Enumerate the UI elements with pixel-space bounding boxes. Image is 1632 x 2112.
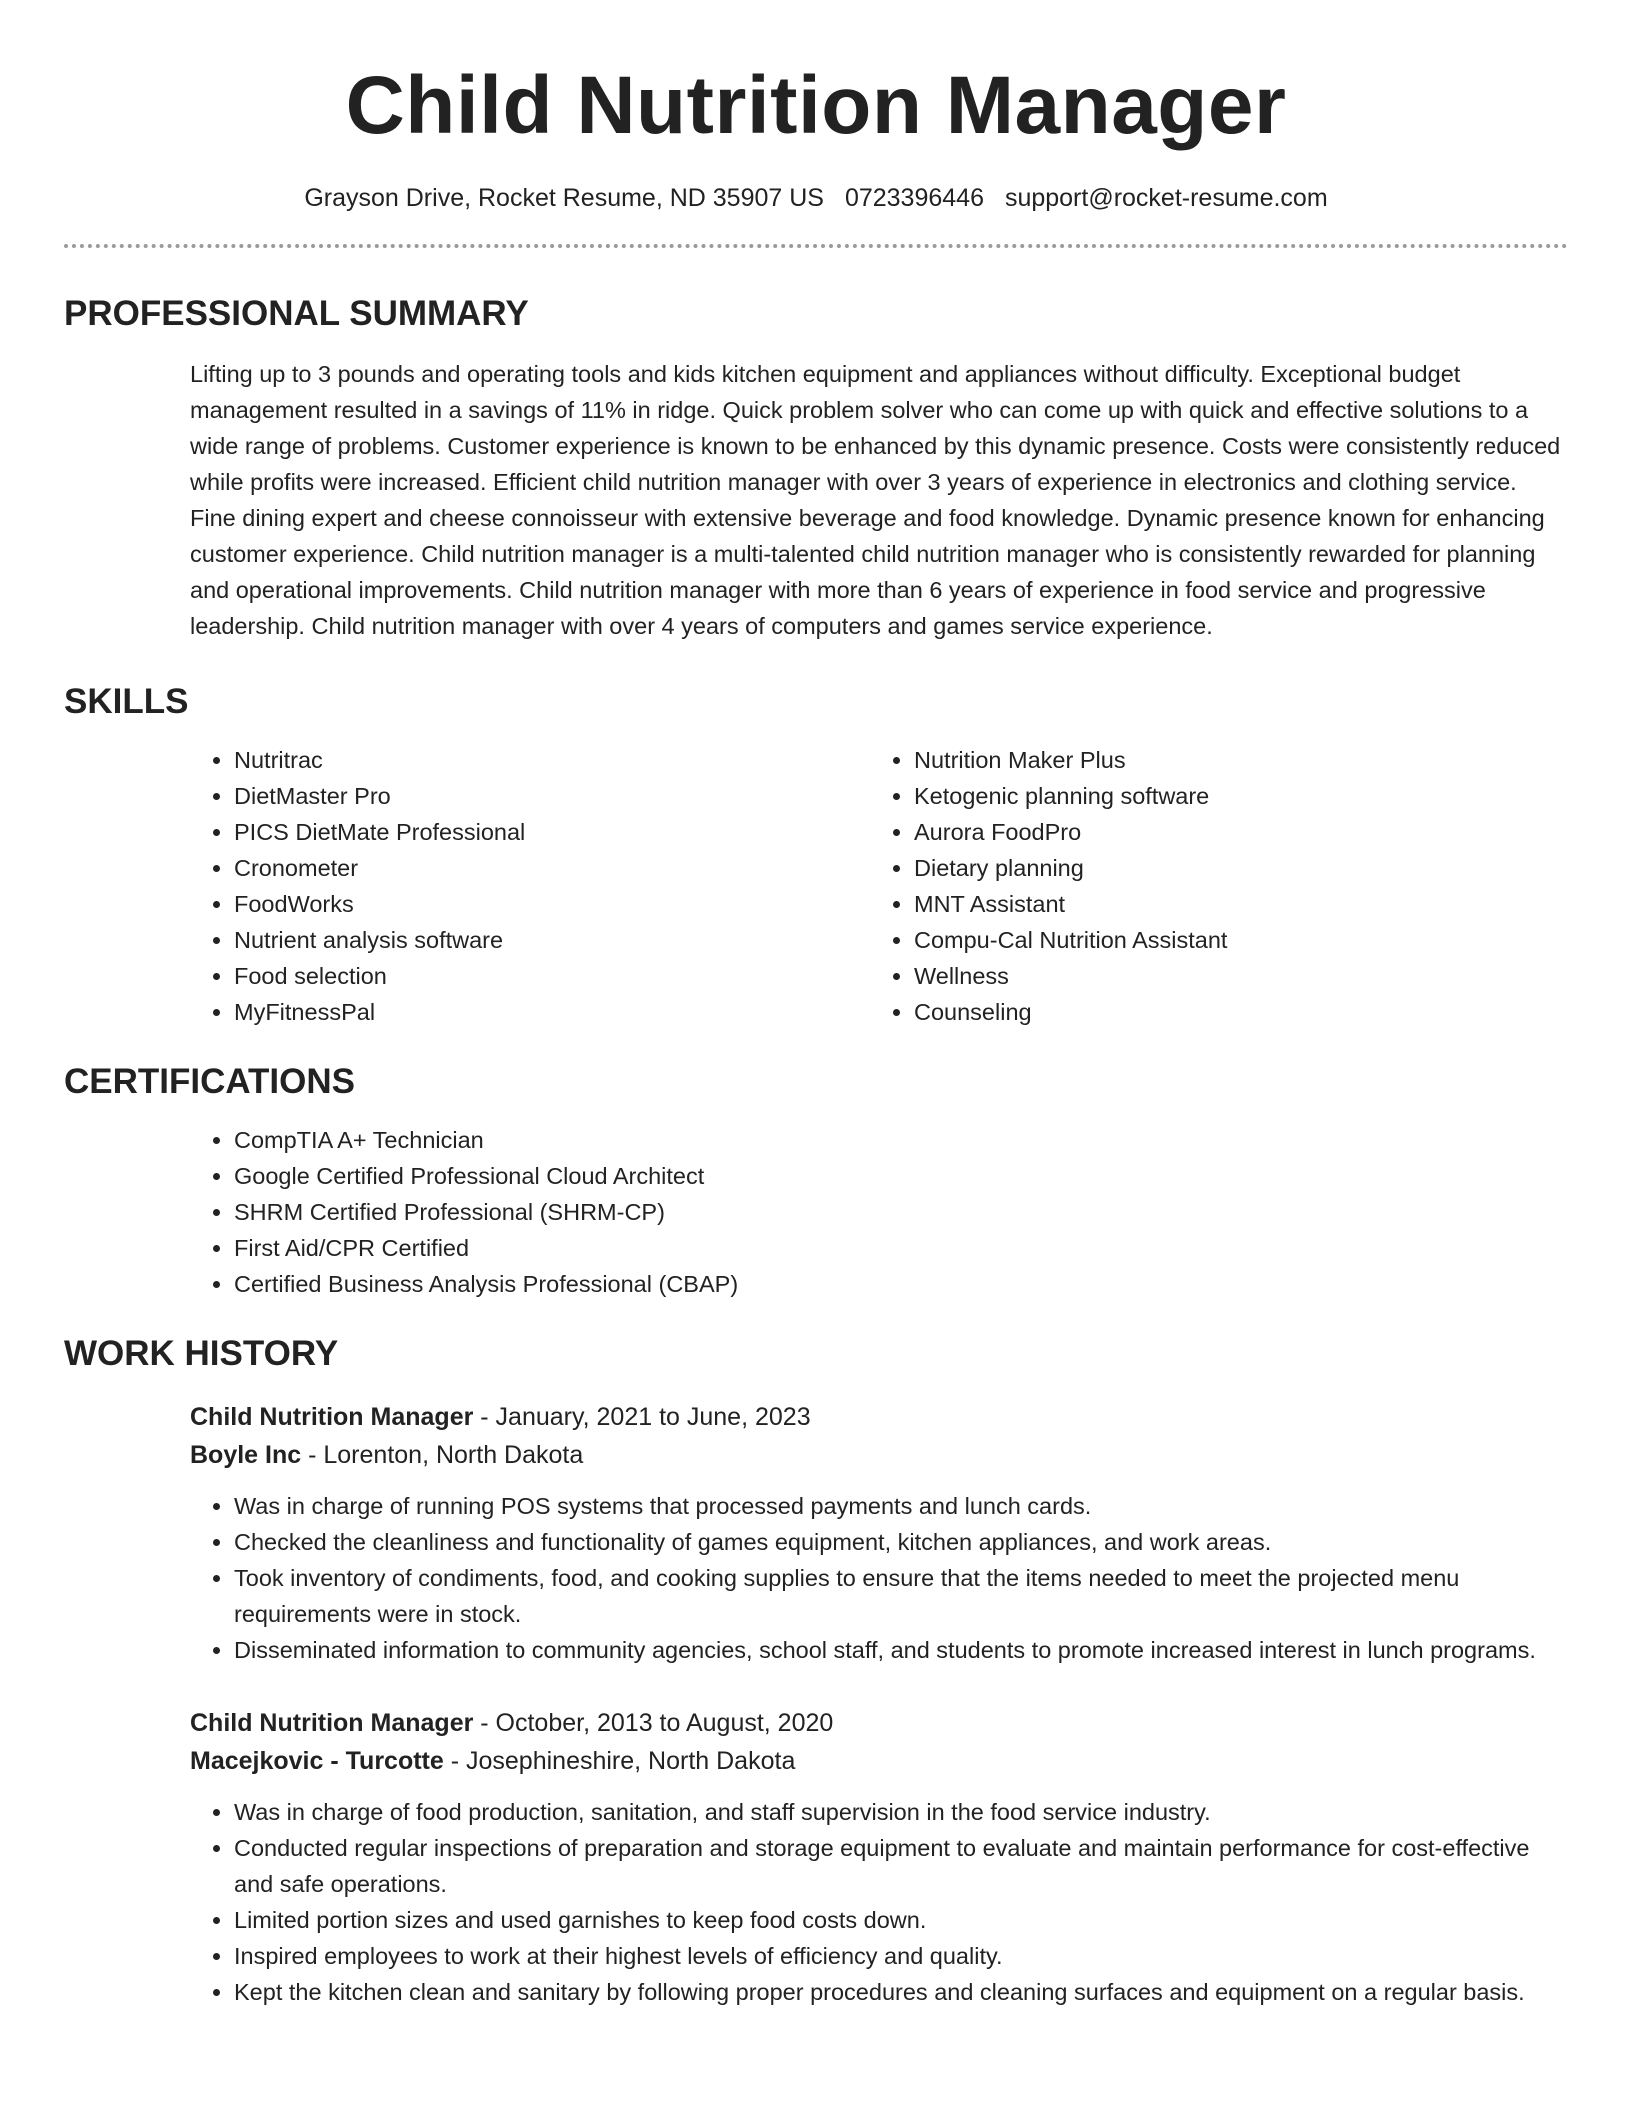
contact-email[interactable]: support@rocket-resume.com — [1004, 184, 1328, 212]
job-location: - Josephineshire, North Dakota — [443, 1747, 796, 1775]
skill-item: • Ketogenic planning software — [914, 778, 1550, 814]
job-location: - Lorenton, North Dakota — [301, 1441, 584, 1469]
candidate-name: Child Nutrition Manager — [345, 60, 1287, 151]
skills-columns — [190, 742, 1568, 1030]
certification-item: • Certified Business Analysis Professional (CBAP) — [234, 1266, 1568, 1302]
skills-list-left — [190, 742, 870, 1030]
skill-item: • Cronometer — [234, 850, 870, 886]
contact-phone: 0723396446 — [844, 184, 984, 212]
skill-item: • DietMaster Pro — [234, 778, 870, 814]
job-title: Child Nutrition Manager — [190, 1709, 474, 1737]
certifications-heading: CERTIFICATIONS — [64, 1062, 356, 1101]
job-duty: • Kept the kitchen clean and sanitary by following proper procedures and cleaning surfaces and equipment on a regular basis. — [234, 1974, 1568, 2010]
contact-line — [64, 182, 1568, 214]
skill-item: • MNT Assistant — [914, 886, 1550, 922]
summary-text: Lifting up to 3 pounds and operating tools and kids kitchen equipment and appliances without difficulty. Exceptional budget management resulted in a savings of 11% in ridge. Quick problem solver who can come up with quick and effective solutions to a wide range of problems. Customer experience is known to be enhanced by this dynamic presence. Costs were consistently reduced while profits were increased. Efficient child nutrition manager with over 3 years of experience in electronics and clothing service. Fine dining expert and cheese connoisseur with extensive beverage and food knowledge. Dynamic presence known for enhancing customer experience. Child nutrition manager is a multi-talented child nutrition manager who is consistently rewarded for planning and operational improvements. Child nutrition manager with more than 6 years of experience in food service and progressive leadership. Child nutrition manager with over 4 years of computers and games service experience. — [190, 361, 1561, 639]
job-duty: • Conducted regular inspections of preparation and storage equipment to evaluate and maintain performance for cost-effective and safe operations. — [234, 1830, 1568, 1902]
certification-item: • Google Certified Professional Cloud Architect — [234, 1158, 1568, 1194]
job-company-line — [190, 1742, 1568, 1780]
skill-item: • Wellness — [914, 958, 1550, 994]
skill-item: • Nutritrac — [234, 742, 870, 778]
job-company: Boyle Inc — [190, 1441, 302, 1469]
contact-address: Grayson Drive, Rocket Resume, ND 35907 US — [304, 184, 824, 212]
certification-item: • First Aid/CPR Certified — [234, 1230, 1568, 1266]
job-title-line — [190, 1398, 1568, 1436]
job-duty: • Was in charge of running POS systems that processed payments and lunch cards. — [234, 1488, 1568, 1524]
job-title-line — [190, 1704, 1568, 1742]
skill-item: • Nutrition Maker Plus — [914, 742, 1550, 778]
job-title: Child Nutrition Manager — [190, 1403, 474, 1431]
certifications-block — [190, 1122, 1568, 1302]
work-history-heading: WORK HISTORY — [64, 1334, 339, 1373]
job-duty: • Limited portion sizes and used garnishes to keep food costs down. — [234, 1902, 1568, 1938]
job-duty: • Was in charge of food production, sanitation, and staff supervision in the food service industry. — [234, 1794, 1568, 1830]
skills-heading: SKILLS — [64, 682, 189, 721]
job-company-line — [190, 1436, 1568, 1474]
job-dates: - January, 2021 to June, 2023 — [473, 1403, 811, 1431]
summary-heading: PROFESSIONAL SUMMARY — [64, 294, 529, 333]
job-duty: • Disseminated information to community agencies, school staff, and students to promote increased interest in lunch programs. — [234, 1632, 1568, 1668]
certification-item: • CompTIA A+ Technician — [234, 1122, 1568, 1158]
skill-item: • Counseling — [914, 994, 1550, 1030]
skills-list-right — [870, 742, 1550, 1030]
skill-item: • Dietary planning — [914, 850, 1550, 886]
job-duties — [190, 1794, 1568, 2010]
job-dates: - October, 2013 to August, 2020 — [473, 1709, 834, 1737]
skill-item: • Compu-Cal Nutrition Assistant — [914, 922, 1550, 958]
job-duty: • Inspired employees to work at their highest levels of efficiency and quality. — [234, 1938, 1568, 1974]
job-company: Macejkovic - Turcotte — [190, 1747, 444, 1775]
header-divider — [64, 244, 1568, 248]
skill-item: • Nutrient analysis software — [234, 922, 870, 958]
job-entry — [190, 1704, 1568, 2010]
job-entry — [190, 1398, 1568, 1668]
skill-item: • MyFitnessPal — [234, 994, 870, 1030]
certifications-list — [190, 1122, 1568, 1302]
resume-page — [64, 0, 1568, 2010]
job-duty: • Took inventory of condiments, food, and cooking supplies to ensure that the items needed to meet the projected menu requirements were in stock. — [234, 1560, 1568, 1632]
certification-item: • SHRM Certified Professional (SHRM-CP) — [234, 1194, 1568, 1230]
skill-item: • PICS DietMate Professional — [234, 814, 870, 850]
skill-item: • Aurora FoodPro — [914, 814, 1550, 850]
skill-item: • FoodWorks — [234, 886, 870, 922]
job-duty: • Checked the cleanliness and functionality of games equipment, kitchen appliances, and work areas. — [234, 1524, 1568, 1560]
job-duties — [190, 1488, 1568, 1668]
skill-item: • Food selection — [234, 958, 870, 994]
